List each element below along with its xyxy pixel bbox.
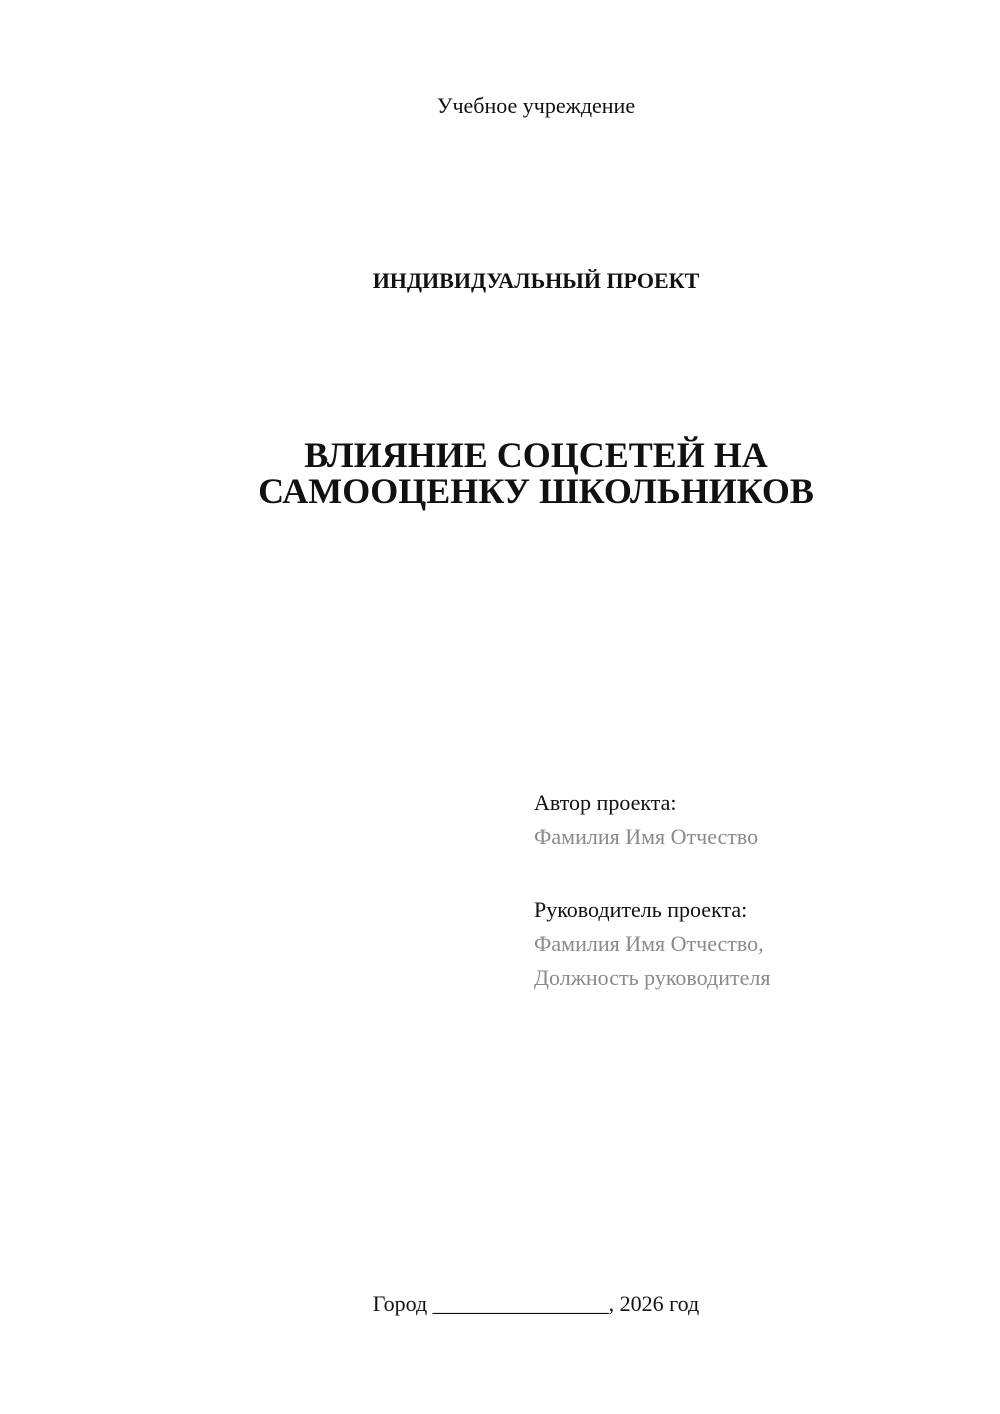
- supervisor-label: Руководитель проекта:: [534, 897, 748, 922]
- project-title-line-1: ВЛИЯНИЕ СОЦСЕТЕЙ НА: [304, 435, 768, 475]
- author-name: Фамилия Имя Отчество: [534, 824, 759, 849]
- city-blank: ________________: [432, 1291, 609, 1316]
- institution-name: Учебное учреждение: [436, 93, 636, 118]
- city-label: Город: [372, 1291, 428, 1316]
- project-title-line-2: САМООЦЕНКУ ШКОЛЬНИКОВ: [258, 471, 814, 511]
- supervisor-position: Должность руководителя: [534, 965, 771, 990]
- supervisor-block: [534, 893, 974, 995]
- author-block: [534, 786, 974, 854]
- supervisor-name: Фамилия Имя Отчество,: [534, 931, 764, 956]
- project-title: [0, 437, 1000, 509]
- year-text: , 2026 год: [608, 1291, 700, 1316]
- author-label: Автор проекта:: [534, 790, 677, 815]
- city-year-line: [0, 1290, 1000, 1318]
- project-type-heading: ИНДИВИДУАЛЬНЫЙ ПРОЕКТ: [372, 268, 700, 293]
